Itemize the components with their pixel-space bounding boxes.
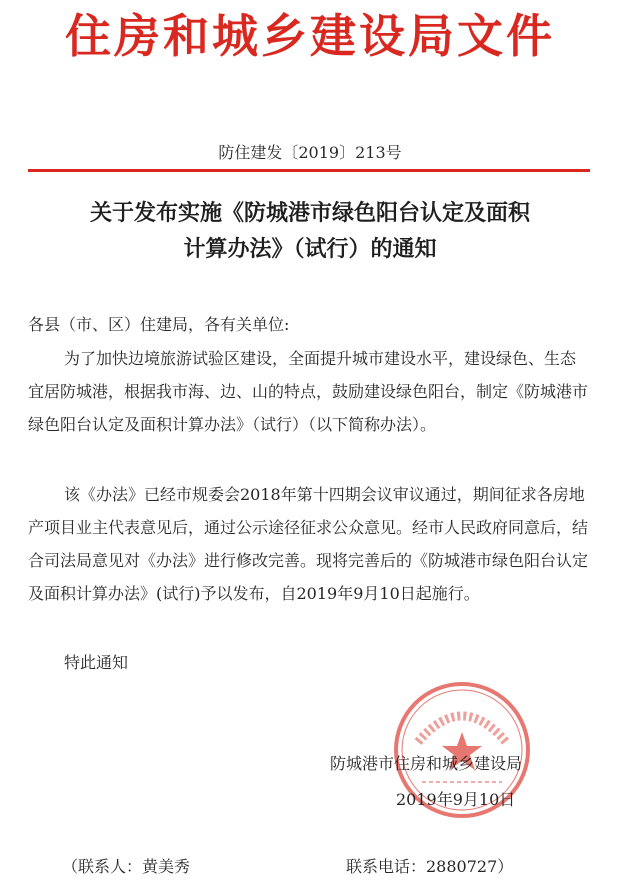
- document-header-title: 住房和城乡建设局文件: [65, 9, 555, 63]
- red-divider-line: [28, 169, 590, 172]
- contact-phone: 联系电话：2880727）: [346, 857, 514, 876]
- closing-phrase: 特此通知: [64, 653, 129, 672]
- document-title-line-2: 计算办法》（试行）的通知: [183, 237, 437, 262]
- contact-person: （联系人：黄美秀: [62, 857, 191, 876]
- document-title-line-1: 关于发布实施《防城港市绿色阳台认定及面积: [89, 201, 530, 226]
- signing-organization: 防城港市住房和城乡建设局: [330, 754, 523, 773]
- addressee: 各县（市、区）住建局，各有关单位:: [28, 315, 290, 334]
- signing-date: 2019年9月10日: [396, 790, 516, 809]
- body-paragraph-2: 该《办法》已经市规委会2018年第十四期会议审议通过，期间征求各房地产项目业主代表意见后，通过公示途径征求公众意见。经市人民政府同意后，结合司法局意见对《办法》进行修改完善。现将完善后的《防城港市绿色阳台认定及面积计算办法》(试行)予以发布，自2019年9月10日起施行。: [28, 485, 589, 603]
- body-paragraph-1: 为了加快边境旅游试验区建设，全面提升城市建设水平，建设绿色、生态宜居防城港，根据我市海、边、山的特点，鼓励建设绿色阳台，制定《防城港市绿色阳台认定及面积计算办法》（试行）（以下简称办法）。: [28, 349, 589, 434]
- document-number: 防住建发〔2019〕213号: [218, 143, 402, 162]
- document-title: [0, 196, 620, 268]
